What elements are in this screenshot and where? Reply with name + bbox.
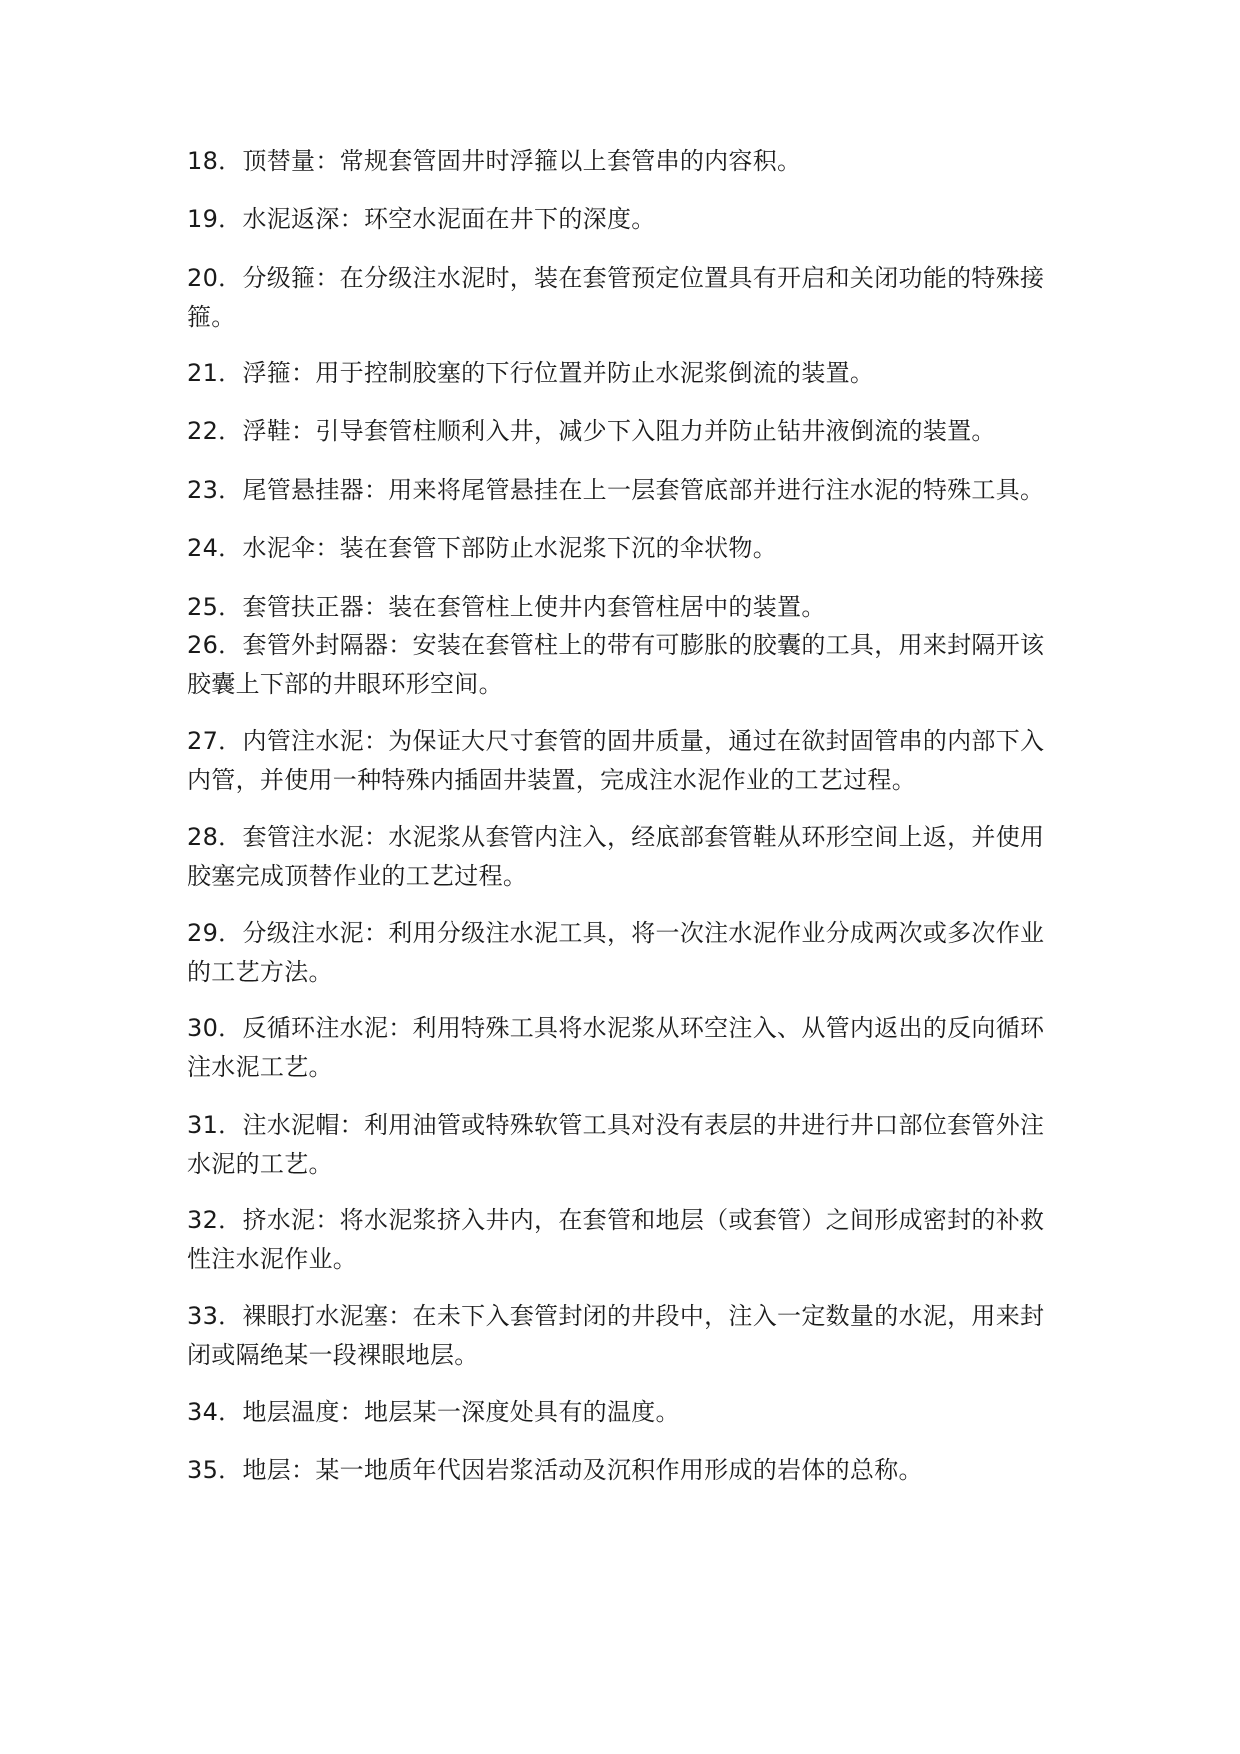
definition-23: 23．尾管悬挂器：用来将尾管悬挂在上一层套管底部并进行注水泥的特殊工具。 (187, 476, 1045, 504)
definition-25: 25．套管扶正器：装在套管柱上使井内套管柱居中的装置。 (187, 593, 826, 621)
definition-21: 21．浮箍：用于控制胶塞的下行位置并防止水泥浆倒流的装置。 (187, 359, 875, 387)
definition-29: 29．分级注水泥：利用分级注水泥工具，将一次注水泥作业分成两次或多次作业的工艺方法。 (187, 919, 1045, 986)
definition-26: 26．套管外封隔器：安装在套管柱上的带有可膨胀的胶囊的工具，用来封隔开该胶囊上下部的井眼环形空间。 (187, 631, 1045, 698)
definition-32: 32．挤水泥：将水泥浆挤入井内，在套管和地层（或套管）之间形成密封的补救性注水泥作业。 (187, 1206, 1045, 1273)
definition-22: 22．浮鞋：引导套管柱顺利入井，减少下入阻力并防止钻井液倒流的装置。 (187, 417, 996, 445)
definition-30: 30．反循环注水泥：利用特殊工具将水泥浆从环空注入、从管内返出的反向循环注水泥工艺。 (187, 1014, 1045, 1081)
definition-34: 34．地层温度：地层某一深度处具有的温度。 (187, 1398, 680, 1426)
definition-27: 27．内管注水泥：为保证大尺寸套管的固井质量，通过在欲封固管串的内部下入内管，并使用一种特殊内插固井装置，完成注水泥作业的工艺过程。 (187, 727, 1045, 794)
definition-28: 28．套管注水泥：水泥浆从套管内注入，经底部套管鞋从环形空间上返，并使用胶塞完成顶替作业的工艺过程。 (187, 823, 1045, 890)
definition-18: 18．顶替量：常规套管固井时浮箍以上套管串的内容积。 (187, 147, 802, 175)
definition-19: 19．水泥返深：环空水泥面在井下的深度。 (187, 205, 656, 233)
definition-33: 33．裸眼打水泥塞：在未下入套管封闭的井段中，注入一定数量的水泥，用来封闭或隔绝某一段裸眼地层。 (187, 1302, 1045, 1369)
definition-20: 20．分级箍：在分级注水泥时，装在套管预定位置具有开启和关闭功能的特殊接箍。 (187, 264, 1045, 331)
definition-24: 24．水泥伞：装在套管下部防止水泥浆下沉的伞状物。 (187, 534, 778, 562)
definition-35: 35．地层：某一地质年代因岩浆活动及沉积作用形成的岩体的总称。 (187, 1456, 923, 1484)
definition-31: 31．注水泥帽：利用油管或特殊软管工具对没有表层的井进行井口部位套管外注水泥的工艺。 (187, 1111, 1045, 1178)
